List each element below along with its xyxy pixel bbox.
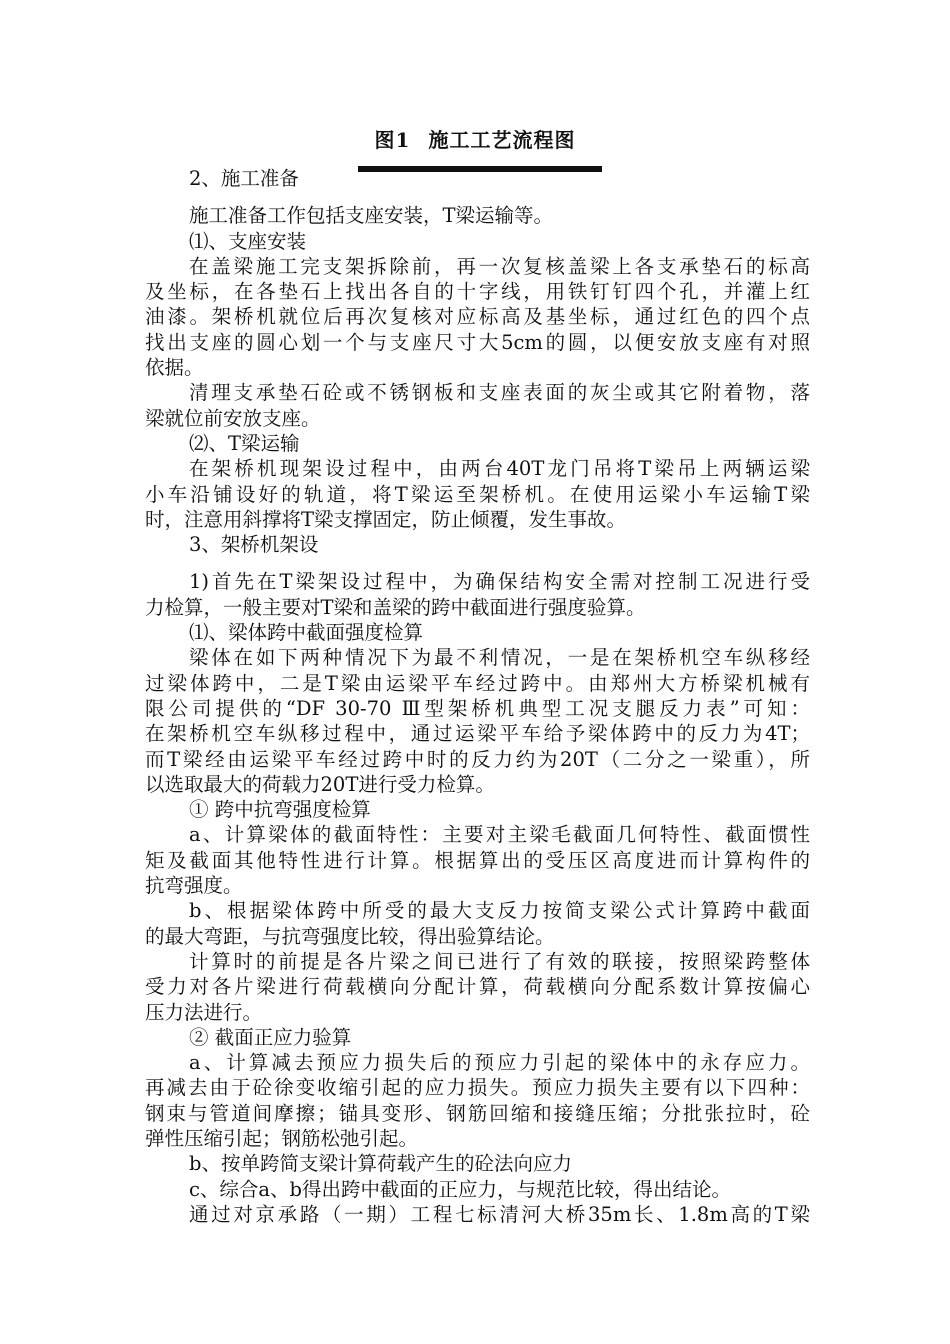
subheading-normal-stress-check: ② 截面正应力验算 bbox=[189, 1025, 352, 1049]
text-line: 在架桥机空车纵移过程中，通过运梁平车给予梁体跨中的反力为4T； bbox=[145, 722, 810, 746]
text-line: 小车沿铺设好的轨道，将T梁运至架桥机。在使用运梁小车运输T梁 bbox=[145, 482, 810, 506]
text-line: 时，注意用斜撑将T梁支撑固定，防止倾覆，发生事故。 bbox=[145, 507, 627, 531]
text-line: 找出支座的圆心划一个与支座尺寸大5cm的圆，以便安放支座有对照 bbox=[145, 330, 810, 354]
text-line: 过梁体跨中，二是T梁由运梁平车经过跨中。由郑州大方桥梁机械有 bbox=[145, 671, 810, 695]
paragraph-gap bbox=[145, 557, 810, 569]
text-line: 依据。 bbox=[145, 356, 204, 380]
text-line: c、综合a、b得出跨中截面的正应力，与规范比较，得出结论。 bbox=[189, 1177, 732, 1201]
text-line: 再减去由于砼徐变收缩引起的应力损失。预应力损失主要有以下四种： bbox=[145, 1076, 810, 1100]
subheading-bearing-install: ⑴、支座安装 bbox=[189, 229, 307, 253]
text-line: 1)首先在T梁架设过程中，为确保结构安全需对控制工况进行受 bbox=[189, 570, 810, 594]
text-line: 梁体在如下两种情况下为最不利情况，一是在架桥机空车纵移经 bbox=[189, 646, 810, 670]
text-line: 计算时的前提是各片梁之间已进行了有效的联接，按照梁跨整体 bbox=[189, 949, 810, 973]
text-line: 清理支承垫石砼或不锈钢板和支座表面的灰尘或其它附着物，落 bbox=[189, 381, 810, 405]
text-line: a、计算减去预应力损失后的预应力引起的梁体中的永存应力。 bbox=[189, 1051, 810, 1075]
text-line: 钢束与管道间摩擦；锚具变形、钢筋回缩和接缝压缩；分批张拉时，砼 bbox=[145, 1101, 810, 1125]
text-line: a、计算梁体的截面特性：主要对主梁毛截面几何特性、截面惯性 bbox=[189, 823, 810, 847]
text-line: 限公司提供的“DF 30-70 Ⅲ型架桥机典型工况支腿反力表”可知： bbox=[145, 696, 810, 720]
text-line: 的最大弯距，与抗弯强度比较，得出验算结论。 bbox=[145, 924, 555, 948]
text-line: 通过对京承路（一期）工程七标清河大桥35m长、1.8m高的T梁 bbox=[189, 1202, 810, 1226]
text-line: 压力法进行。 bbox=[145, 1000, 263, 1024]
text-line: 力检算，一般主要对T梁和盖梁的跨中截面进行强度验算。 bbox=[145, 595, 646, 619]
paragraph-gap bbox=[145, 191, 810, 203]
text-line: 以选取最大的荷载力20T进行受力检算。 bbox=[145, 772, 495, 796]
text-line: 而T梁经由运梁平车经过跨中时的反力约为20T（二分之一梁重），所 bbox=[145, 747, 810, 771]
subheading-t-beam-transport: ⑵、T梁运输 bbox=[189, 431, 300, 455]
text-line: 抗弯强度。 bbox=[145, 874, 243, 898]
figure-caption bbox=[0, 124, 950, 153]
text-line: 受力对各片梁进行荷载横向分配计算，荷载横向分配系数计算按偏心 bbox=[145, 975, 810, 999]
figure-title: 施工工艺流程图 bbox=[428, 128, 576, 152]
section-heading-construction-prep: 2、施工准备 bbox=[189, 167, 299, 190]
text-line: 弹性压缩引起；钢筋松弛引起。 bbox=[145, 1126, 419, 1150]
text-line: 矩及截面其他特性进行计算。根据算出的受压区高度进而计算构件的 bbox=[145, 848, 810, 872]
body-text bbox=[145, 166, 810, 1227]
text-line: 在架桥机现架设过程中，由两台40T龙门吊将T梁吊上两辆运梁 bbox=[189, 457, 810, 481]
figure-number: 图1 bbox=[374, 128, 411, 152]
section-heading-bridge-erection: 3、架桥机架设 bbox=[189, 533, 319, 557]
text-line: 施工准备工作包括支座安装，T梁运输等。 bbox=[189, 204, 554, 228]
text-line: 在盖梁施工完支架拆除前，再一次复核盖梁上各支承垫石的标高 bbox=[189, 254, 810, 278]
text-line: 油漆。架桥机就位后再次复核对应标高及基坐标，通过红色的四个点 bbox=[145, 305, 810, 329]
text-line: b、按单跨简支梁计算荷载产生的砼法向应力 bbox=[189, 1152, 572, 1176]
text-line: b、根据梁体跨中所受的最大支反力按简支梁公式计算跨中截面 bbox=[189, 899, 810, 923]
subheading-midspan-check: ⑴、梁体跨中截面强度检算 bbox=[189, 621, 424, 645]
text-line: 梁就位前安放支座。 bbox=[145, 406, 321, 430]
text-line: 及坐标，在各垫石上找出各自的十字线，用铁钉钉四个孔，并灌上红 bbox=[145, 280, 810, 304]
subheading-bending-check: ① 跨中抗弯强度检算 bbox=[189, 798, 371, 822]
